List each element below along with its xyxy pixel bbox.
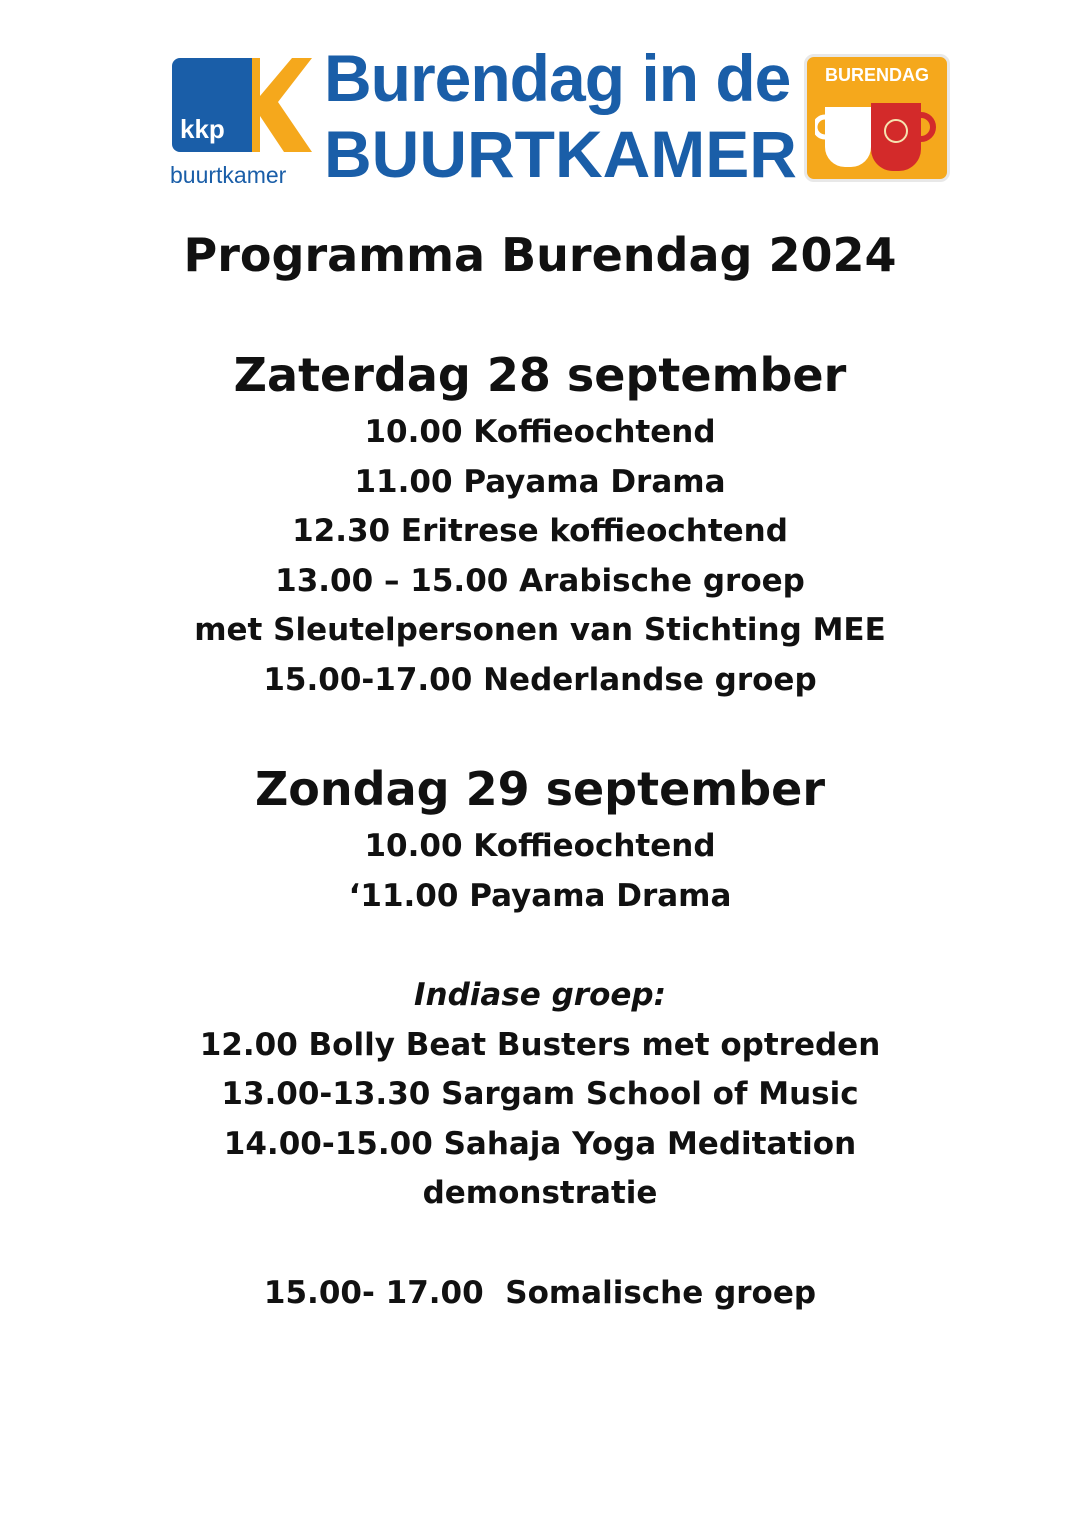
list-item: 12.30 Eritrese koffieochtend [292, 513, 788, 549]
list-item: met Sleutelpersonen van Stichting MEE [194, 612, 886, 648]
list-item: 10.00 Koffieochtend [364, 414, 716, 450]
kkp-logo-subtitle: buurtkamer [170, 162, 287, 188]
list-item: 13.00-13.30 Sargam School of Music [221, 1076, 859, 1112]
list-item: 10.00 Koffieochtend [364, 828, 716, 864]
list-item: 12.00 Bolly Beat Busters met optreden [199, 1026, 881, 1063]
group-label: Indiase groep: [414, 977, 666, 1013]
kkp-buurtkamer-logo [168, 52, 310, 186]
header [168, 41, 950, 191]
list-item: ‘11.00 Payama Drama [348, 877, 732, 914]
list-item: 11.00 Payama Drama [354, 463, 726, 500]
burendag-badge [804, 54, 950, 182]
list-item: 15.00- 17.00 Somalische groep [263, 1274, 817, 1311]
header-title-line1: Burendag in de [324, 41, 791, 115]
list-item: 14.00-15.00 Sahaja Yoga Meditation [223, 1125, 857, 1162]
list-item: 13.00 – 15.00 Arabische groep [275, 562, 805, 599]
list-item: demonstratie [422, 1175, 658, 1211]
list-item: 15.00-17.00 Nederlandse groep [263, 661, 817, 698]
kkp-logo-text: kkp [180, 114, 225, 144]
coffee-cups-icon [815, 93, 943, 177]
saturday-heading: Zaterdag 28 september [233, 348, 847, 402]
kkp-k-shape-icon [222, 58, 312, 152]
burendag-badge-text: BURENDAG [824, 65, 929, 85]
sunday-heading: Zondag 29 september [254, 762, 826, 816]
page-title: Programma Burendag 2024 [183, 228, 897, 282]
program-content [0, 220, 1080, 1318]
header-title-line2: BUURTKAMER [324, 117, 797, 191]
